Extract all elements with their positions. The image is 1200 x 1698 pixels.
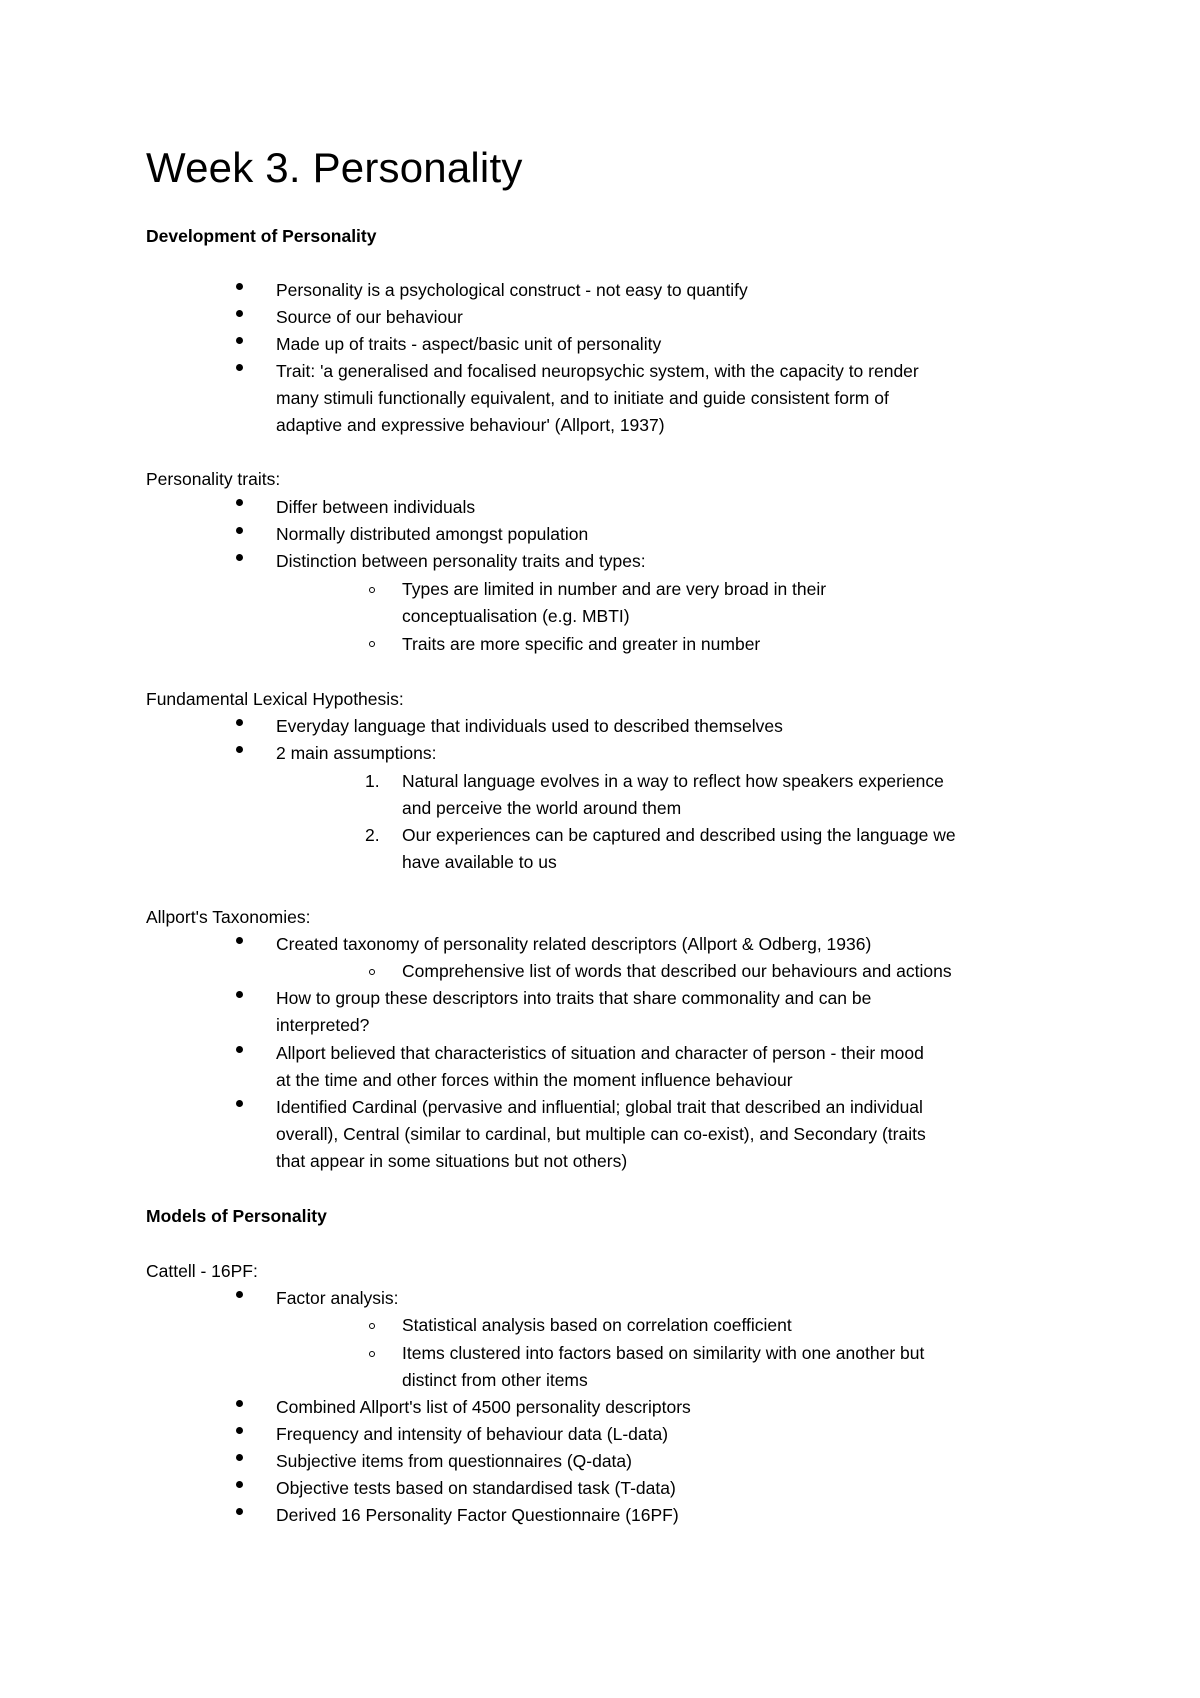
sub-list-item-continuation: distinct from other items [402, 1370, 588, 1390]
bullet-circle-icon [369, 969, 375, 975]
sub-list-item: Statistical analysis based on correlation coefficient [402, 1315, 792, 1335]
bullet-disc-icon [236, 1100, 243, 1107]
bullet-disc-icon [236, 499, 243, 506]
bullet-disc-icon [236, 310, 243, 317]
bullet-disc-icon [236, 364, 243, 371]
bullet-disc-icon [236, 1481, 243, 1488]
bullet-disc-icon [236, 991, 243, 998]
list-item-continuation: at the time and other forces within the moment influence behaviour [276, 1070, 793, 1090]
bullet-disc-icon [236, 283, 243, 290]
sub-list-item: Comprehensive list of words that described our behaviours and actions [402, 961, 952, 981]
section-heading-traits: Personality traits: [146, 469, 281, 489]
list-item: Source of our behaviour [276, 307, 463, 327]
section-heading-allport: Allport's Taxonomies: [146, 907, 311, 927]
bullet-circle-icon [369, 587, 375, 593]
section-heading-lexical: Fundamental Lexical Hypothesis: [146, 689, 404, 709]
list-item-continuation: adaptive and expressive behaviour' (Allport, 1937) [276, 415, 665, 435]
list-item: Differ between individuals [276, 497, 476, 517]
bullet-disc-icon [236, 1508, 243, 1515]
list-item: Distinction between personality traits and types: [276, 551, 646, 571]
list-item: Trait: 'a generalised and focalised neuropsychic system, with the capacity to render [276, 361, 919, 381]
list-item: Factor analysis: [276, 1288, 399, 1308]
list-item: Objective tests based on standardised task (T-data) [276, 1478, 676, 1498]
sub-list-item: Traits are more specific and greater in number [402, 634, 761, 654]
list-item: Created taxonomy of personality related descriptors (Allport & Odberg, 1936) [276, 934, 872, 954]
bullet-disc-icon [236, 337, 243, 344]
numbered-list-item-continuation: and perceive the world around them [402, 798, 682, 818]
list-item: Everyday language that individuals used to described themselves [276, 716, 783, 736]
bullet-disc-icon [236, 554, 243, 561]
numbered-list-item-continuation: have available to us [402, 852, 557, 872]
list-item: Identified Cardinal (pervasive and influential; global trait that described an individual [276, 1097, 923, 1117]
bullet-disc-icon [236, 1454, 243, 1461]
list-item-continuation: interpreted? [276, 1015, 370, 1035]
list-number: 2. [365, 825, 380, 845]
list-item: 2 main assumptions: [276, 743, 437, 763]
list-item: How to group these descriptors into traits that share commonality and can be [276, 988, 872, 1008]
bullet-disc-icon [236, 746, 243, 753]
list-item: Subjective items from questionnaires (Q-data) [276, 1451, 632, 1471]
bullet-disc-icon [236, 1046, 243, 1053]
list-item: Allport believed that characteristics of situation and character of person - their mood [276, 1043, 924, 1063]
section-heading-development: Development of Personality [146, 226, 377, 246]
list-item-continuation: overall), Central (similar to cardinal, but multiple can co-exist), and Secondary (traits [276, 1124, 926, 1144]
list-item: Normally distributed amongst population [276, 524, 589, 544]
bullet-disc-icon [236, 527, 243, 534]
sub-list-item-continuation: conceptualisation (e.g. MBTI) [402, 606, 630, 626]
section-heading-models: Models of Personality [146, 1206, 327, 1226]
bullet-disc-icon [236, 937, 243, 944]
bullet-disc-icon [236, 1400, 243, 1407]
bullet-disc-icon [236, 1427, 243, 1434]
page-title: Week 3. Personality [146, 144, 523, 191]
list-item-continuation: many stimuli functionally equivalent, and to initiate and guide consistent form of [276, 388, 889, 408]
numbered-list-item: Our experiences can be captured and described using the language we [402, 825, 956, 845]
section-heading-cattell: Cattell - 16PF: [146, 1261, 258, 1281]
bullet-disc-icon [236, 1291, 243, 1298]
bullet-circle-icon [369, 1323, 375, 1329]
list-item: Made up of traits - aspect/basic unit of personality [276, 334, 662, 354]
list-item-continuation: that appear in some situations but not others) [276, 1151, 628, 1171]
bullet-circle-icon [369, 641, 375, 647]
sub-list-item: Types are limited in number and are very broad in their [402, 579, 827, 599]
list-number: 1. [365, 771, 380, 791]
list-item: Personality is a psychological construct - not easy to quantify [276, 280, 748, 300]
numbered-list-item: Natural language evolves in a way to reflect how speakers experience [402, 771, 944, 791]
list-item: Derived 16 Personality Factor Questionnaire (16PF) [276, 1505, 679, 1525]
sub-list-item: Items clustered into factors based on similarity with one another but [402, 1343, 925, 1363]
bullet-circle-icon [369, 1351, 375, 1357]
bullet-disc-icon [236, 719, 243, 726]
list-item: Frequency and intensity of behaviour data (L-data) [276, 1424, 669, 1444]
list-item: Combined Allport's list of 4500 personality descriptors [276, 1397, 691, 1417]
